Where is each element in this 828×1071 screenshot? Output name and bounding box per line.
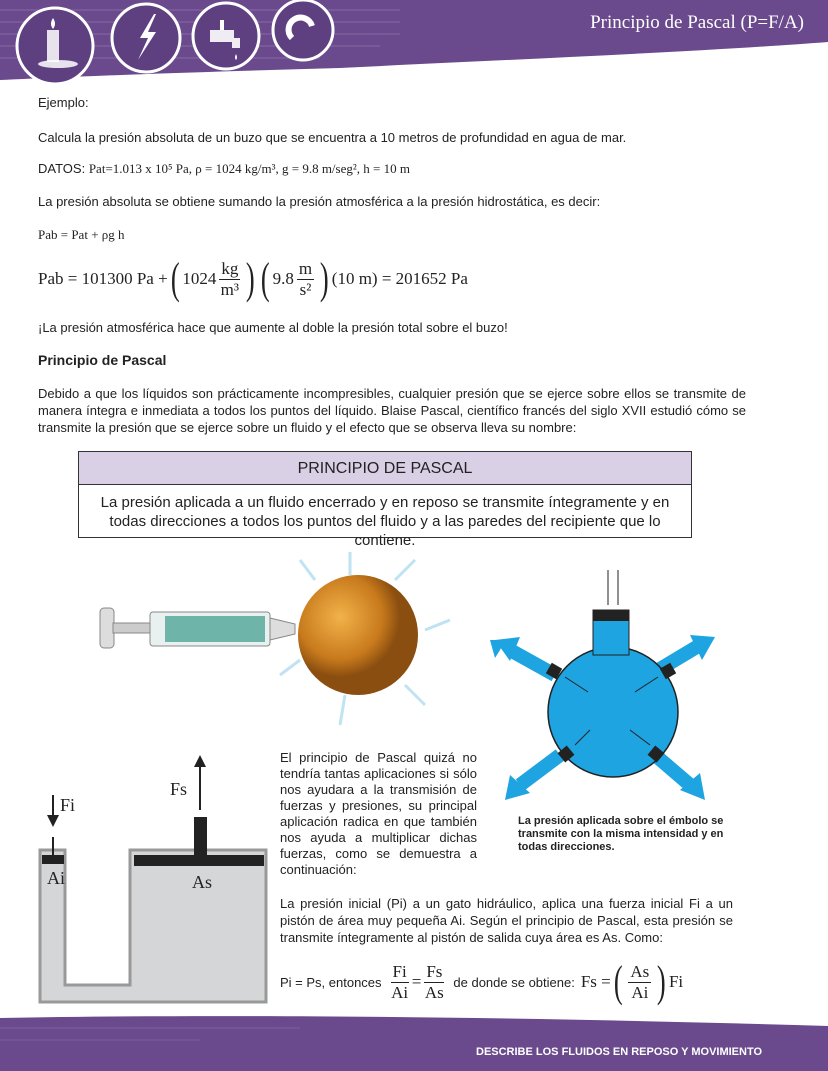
pressure-sphere-diagram bbox=[490, 565, 760, 800]
syringe-ball-illustration bbox=[95, 550, 465, 740]
eq-rhs: Fi bbox=[668, 972, 684, 991]
eq-lhs: Fs = bbox=[580, 972, 611, 991]
footer-band bbox=[0, 1010, 828, 1071]
calc-gravity: 9.8 bbox=[272, 269, 294, 288]
hydraulic-press-diagram bbox=[38, 755, 273, 1010]
header-banner bbox=[0, 0, 828, 90]
example-conclusion: ¡La presión atmosférica hace que aumente al doble la presión total sobre el buzo! bbox=[38, 320, 508, 335]
jack-text: La presión inicial (Pi) a un gato hidráulico, aplica una fuerza inicial Fi a un pistón de área muy pequeña Ai. Según el principio de Pascal, esta presión se transmite íntegramente al pistón de salida cuya área es As. Como: bbox=[280, 896, 733, 945]
eq-prefix: Pi = Ps, entonces bbox=[280, 974, 382, 990]
pab-formula: Pab = Pat + ρg h bbox=[38, 227, 125, 242]
sphere-diagram-caption: La presión aplicada sobre el émbolo se transmite con la misma intensidad y en todas direcciones. bbox=[518, 815, 724, 853]
calc-density: 1024 bbox=[182, 269, 217, 288]
calc-gravity-unit-num: m bbox=[298, 258, 313, 278]
calc-result: = 201652 Pa bbox=[381, 269, 468, 288]
header-title: Principio de Pascal (P=F/A) bbox=[590, 12, 804, 33]
pascal-heading: Principio de Pascal bbox=[38, 352, 167, 368]
eq-equals: = bbox=[411, 972, 422, 991]
force-equation: Pi = Ps, entonces $\frac{Fi}{Ai}$ = $\frac{Fs}{As}$ de donde se obtiene: Fs = ( $\frac{As}{Ai}$ ) Fi bbox=[280, 957, 684, 1006]
label-as: As bbox=[192, 872, 213, 892]
calc-depth: (10 m) bbox=[331, 269, 378, 288]
eq-fi: Fi bbox=[392, 961, 407, 981]
eq-ratio-den: Ai bbox=[631, 982, 649, 1002]
eq-middle-text: de donde se obtiene: bbox=[453, 974, 575, 990]
example-problem: Calcula la presión absoluta de un buzo que se encuentra a 10 metros de profundidad en agua de mar. bbox=[38, 130, 627, 145]
eq-as: As bbox=[424, 982, 444, 1002]
lightning-icon bbox=[112, 4, 180, 72]
principle-box-text: La presión aplicada a un fluido encerrado y en reposo se transmite íntegramente y en todas direcciones a todos los puntos del fluido y a las paredes del recipiente que lo contiene. bbox=[100, 494, 670, 549]
example-explanation: La presión absoluta se obtiene sumando la presión atmosférica a la presión hidrostática, es decir: bbox=[38, 194, 601, 209]
datos-values: Pat=1.013 x 10⁵ Pa, ρ = 1024 kg/m³, g = 9.8 m/seg², h = 10 m bbox=[88, 161, 410, 176]
faucet-icon bbox=[193, 3, 259, 69]
calc-density-unit-den: m³ bbox=[220, 279, 239, 299]
eq-ratio-num: As bbox=[630, 961, 650, 981]
datos-label: DATOS: bbox=[38, 161, 86, 176]
principle-box-title: PRINCIPIO DE PASCAL bbox=[79, 452, 691, 485]
label-ai: Ai bbox=[47, 868, 65, 888]
pascal-intro: Debido a que los líquidos son prácticamente incompresibles, cualquier presión que se ejerce sobre ellos se transmite de manera íntegra e inmediata a todos los puntos del líquido. Blaise Pascal, científico francés del siglo XVII estudió cómo se transmite la presión que se ejerce sobre un fluido y el efecto que se observa lleva su nombre: bbox=[38, 386, 746, 435]
datos-line bbox=[38, 160, 410, 177]
eq-fs: Fs bbox=[426, 961, 443, 981]
calc-density-unit-num: kg bbox=[221, 258, 239, 278]
calc-lhs: Pab = 101300 Pa + bbox=[38, 269, 168, 288]
pab-calculation: Pab = 101300 Pa + ( 1024 $\frac{kg}{\text{m³}}$ ) ( 9.8 $\frac{m}{\text{s²}}$ ) (10 m) = 201652 Pa bbox=[38, 254, 468, 303]
magnet-icon bbox=[273, 0, 333, 60]
applications-text: El principio de Pascal quizá no tendría tantas aplicaciones si sólo nos ayudara a la transmisión de fuerzas y presiones, su principal aplicación radica en que también nos ayuda a multiplicar dichas fuerzas, como se demuestra a continuación: bbox=[280, 750, 477, 877]
pascal-principle-box bbox=[78, 451, 692, 549]
example-heading: Ejemplo: bbox=[38, 95, 89, 110]
eq-ai: Ai bbox=[391, 982, 409, 1002]
calc-gravity-unit-den: s² bbox=[299, 279, 312, 299]
candle-icon bbox=[17, 8, 93, 84]
footer-text: DESCRIBE LOS FLUIDOS EN REPOSO Y MOVIMIENTO bbox=[476, 1046, 763, 1058]
label-fs: Fs bbox=[170, 779, 188, 799]
label-fi: Fi bbox=[60, 795, 76, 815]
